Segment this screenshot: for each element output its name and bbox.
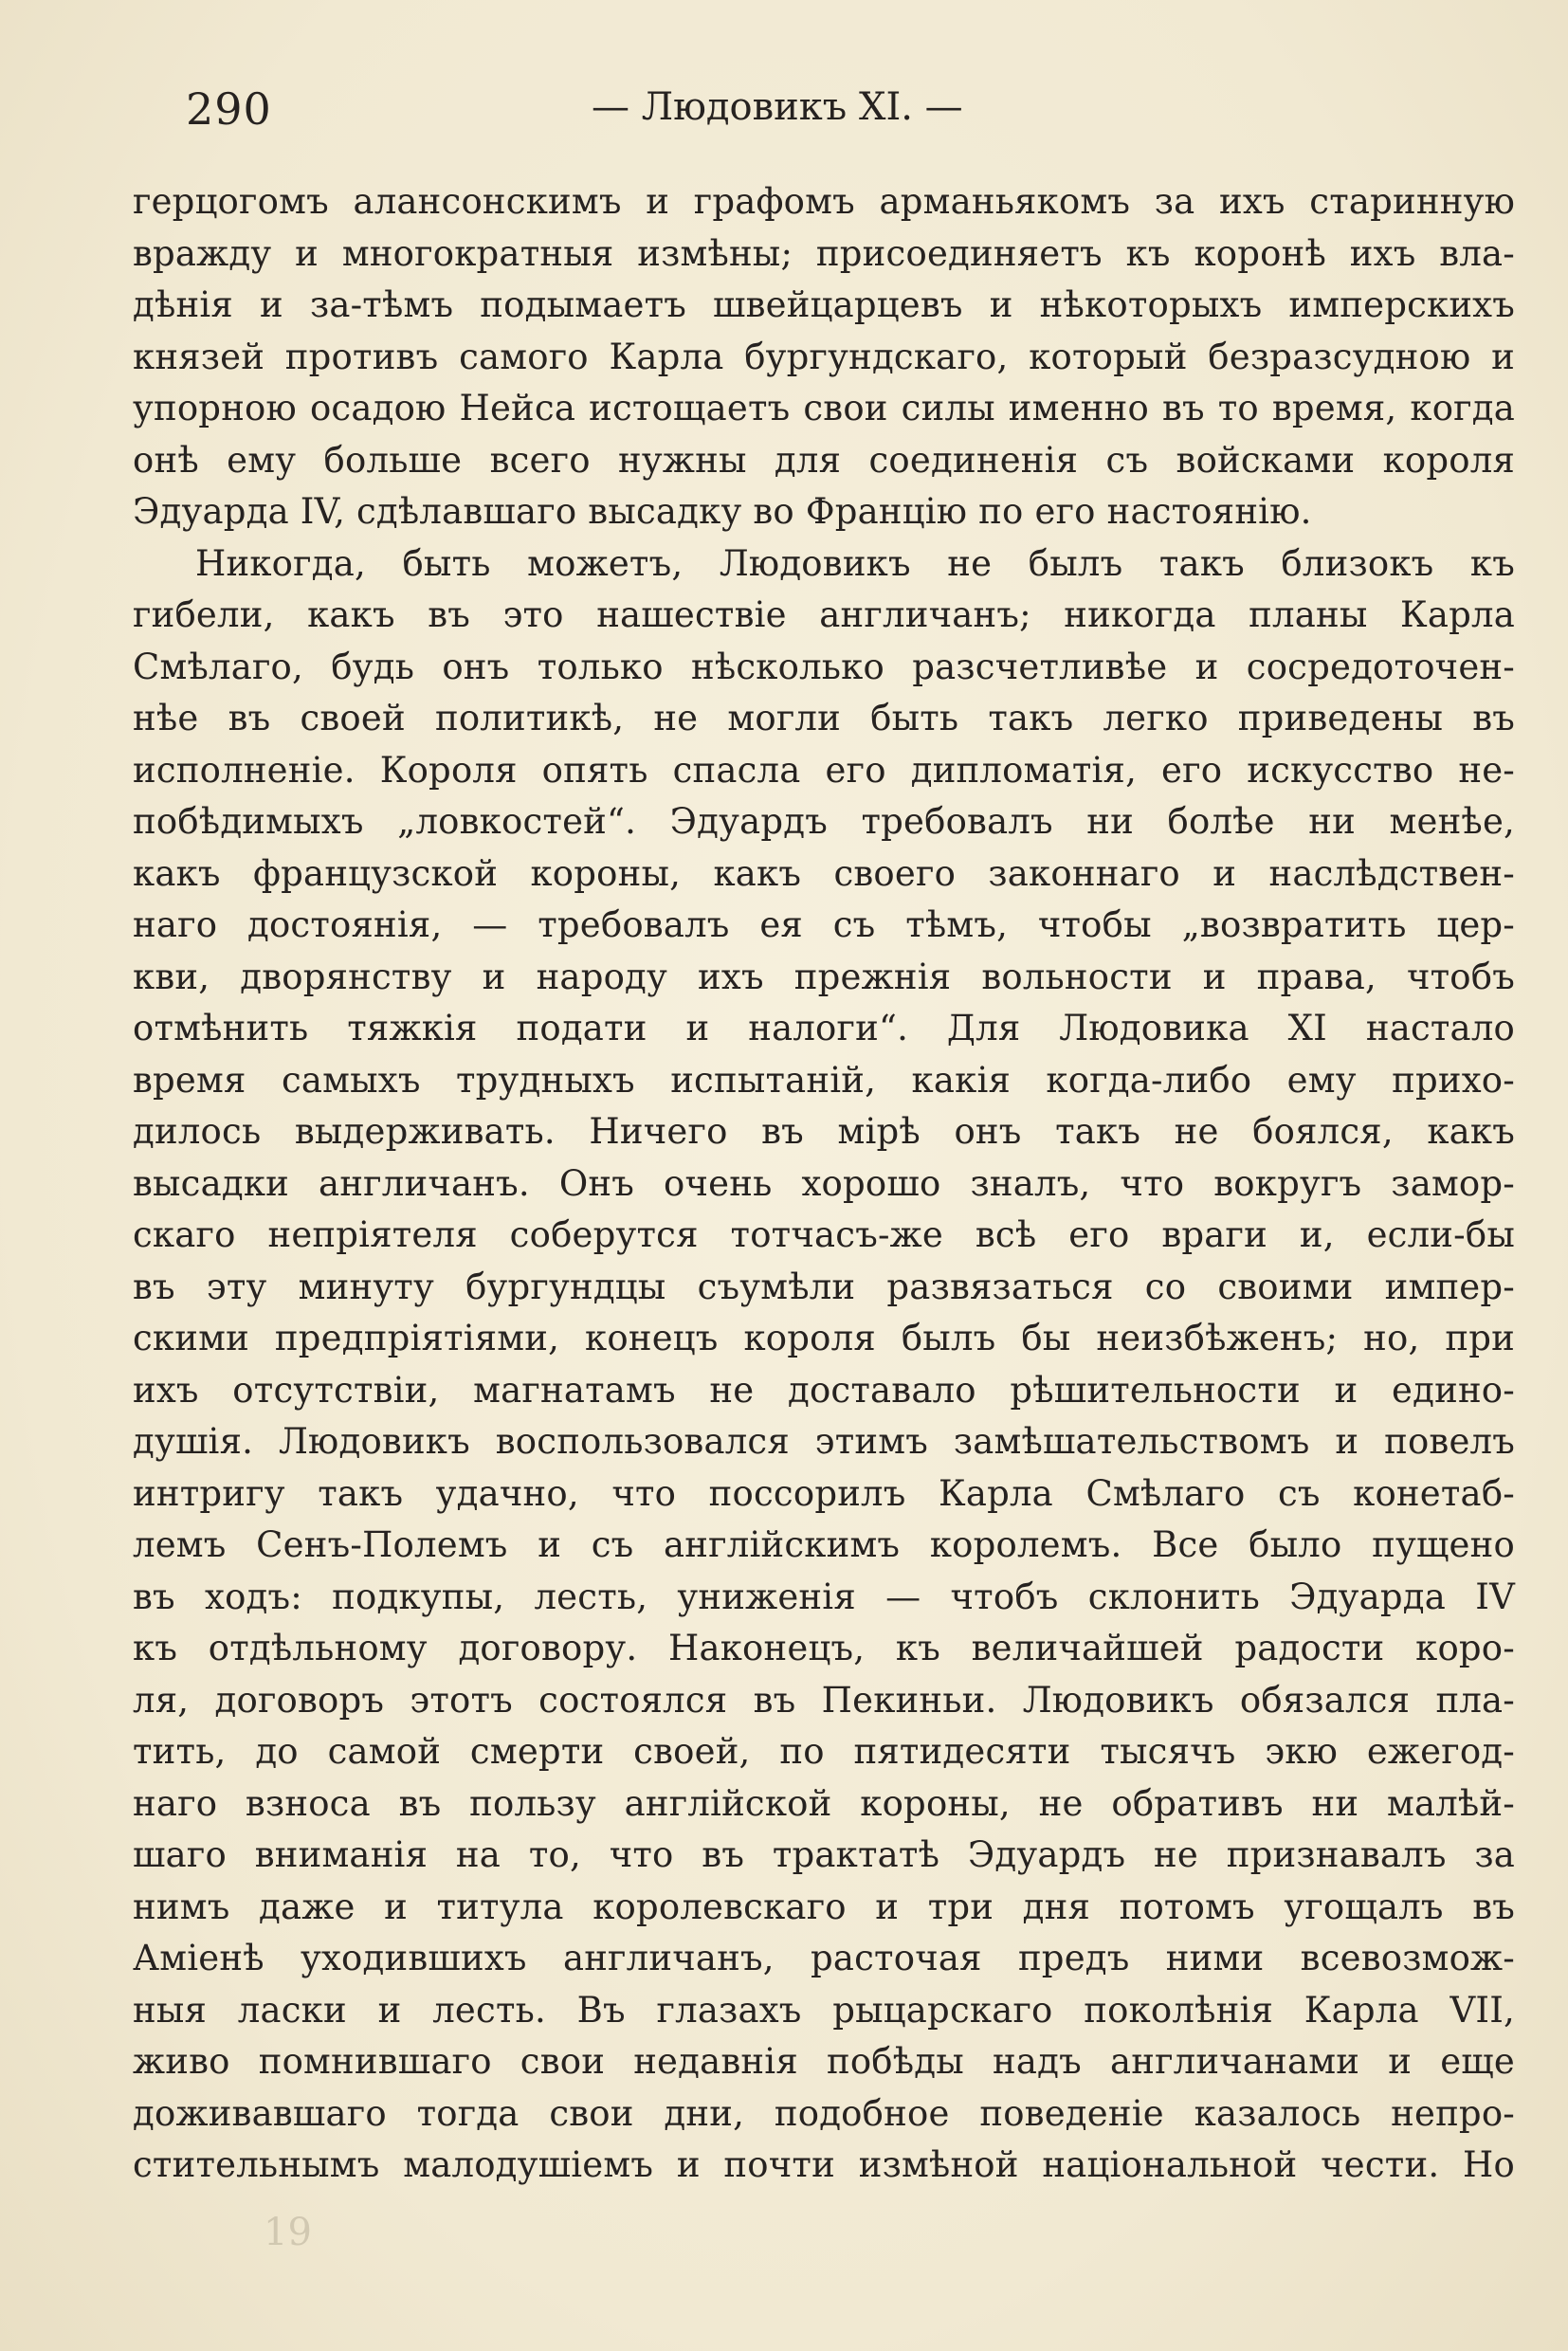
text-line: герцогомъ алансонскимъ и графомъ арманьякомъ за ихъ старинную: [133, 181, 1515, 222]
text-line: какъ французской короны, какъ своего законнаго и наслѣдствен-: [133, 852, 1515, 894]
text-line: ихъ отсутствіи, магнатамъ не доставало рѣшительности и едино-: [133, 1369, 1515, 1411]
text-line: Никогда, быть можетъ, Людовикъ не былъ такъ близокъ къ: [195, 542, 1515, 584]
text-line: къ отдѣльному договору. Наконецъ, къ величайшей радости коро-: [133, 1628, 1515, 1668]
text-line: дилось выдерживать. Ничего въ мірѣ онъ такъ не боялся, какъ: [133, 1111, 1515, 1152]
running-title: — Людовикъ XI. —: [592, 85, 963, 129]
text-line: Смѣлаго, будь онъ только нѣсколько разсчетливѣе и сосредоточен-: [133, 646, 1515, 687]
text-line: живо помнившаго свои недавнія побѣды надъ англичанами и еще: [133, 2041, 1515, 2082]
page-number: 290: [186, 83, 272, 135]
text-line: въ эту минуту бургундцы съумѣли развязаться со своими импер-: [133, 1266, 1515, 1307]
text-line: онѣ ему больше всего нужны для соединенія съ войсками короля: [133, 439, 1515, 481]
text-line: Аміенѣ уходившихъ англичанъ, расточая предъ ними всевозмож-: [133, 1938, 1515, 1978]
text-line: время самыхъ трудныхъ испытаній, какія когда-либо ему прихо-: [133, 1059, 1515, 1101]
text-line: побѣдимыхъ „ловкостей“. Эдуардъ требовалъ ни болѣе ни менѣе,: [133, 801, 1515, 842]
text-line: наго достоянія, — требовалъ ея съ тѣмъ, чтобы „возвратить цер-: [133, 904, 1515, 945]
text-line: дѣнія и за-тѣмъ подымаетъ швейцарцевъ и нѣкоторыхъ имперскихъ: [133, 284, 1515, 325]
text-line: нимъ даже и титула королевскаго и три дня потомъ угощалъ въ: [133, 1886, 1515, 1927]
text-line: отмѣнить тяжкія подати и налоги“. Для Людовика XI настало: [133, 1008, 1515, 1048]
text-line: нѣе въ своей политикѣ, не могли быть такъ легко приведены въ: [133, 698, 1515, 738]
text-line: упорною осадою Нейса истощаетъ свои силы именно въ то время, когда: [133, 388, 1515, 428]
text-line: ля, договоръ этотъ состоялся въ Пекиньи. Людовикъ обязался пла-: [133, 1679, 1515, 1721]
text-line: доживавшаго тогда свои дни, подобное поведеніе казалось непро-: [133, 2092, 1515, 2134]
text-line: шаго вниманія на то, что въ трактатѣ Эдуардъ не признавалъ за: [133, 1834, 1515, 1875]
text-line: лемъ Сенъ-Полемъ и съ англійскимъ королемъ. Все было пущено: [133, 1524, 1515, 1565]
body-text: [133, 176, 1515, 2192]
text-line: исполненіе. Короля опять спасла его дипломатія, его искусство не-: [133, 749, 1515, 791]
text-line: интригу такъ удачно, что поссорилъ Карла Смѣлаго съ конетаб-: [133, 1472, 1515, 1514]
text-line: кви, дворянству и народу ихъ прежнія вольности и права, чтобъ: [133, 956, 1515, 997]
text-line: вражду и многократныя измѣны; присоединяетъ къ коронѣ ихъ вла-: [133, 232, 1515, 274]
text-line: стительнымъ малодушіемъ и почти измѣной національной чести. Но: [133, 2144, 1515, 2185]
text-line: Эдуарда IV, сдѣлавшаго высадку во Францію по его настоянію.: [133, 491, 1312, 532]
text-line: князей противъ самого Карла бургундскаго, который безразсудною и: [133, 336, 1515, 377]
text-line: скаго непріятеля соберутся тотчасъ-же всѣ его враги и, если-бы: [133, 1214, 1515, 1255]
page-header: [186, 83, 1513, 140]
text-line: наго взноса въ пользу англійской короны, не обративъ ни малѣй-: [133, 1782, 1515, 1824]
text-line: ныя ласки и лесть. Въ глазахъ рыцарскаго поколѣнія Карла VII,: [133, 1989, 1515, 2031]
text-line: высадки англичанъ. Онъ очень хорошо зналъ, что вокругъ замор-: [133, 1162, 1515, 1204]
text-line: гибели, какъ въ это нашествіе англичанъ; никогда планы Карла: [133, 594, 1515, 635]
text-line: въ ходъ: подкупы, лесть, униженія — чтобъ склонить Эдуарда IV: [133, 1576, 1515, 1617]
text-line: скими предпріятіями, конецъ короля былъ бы неизбѣженъ; но, при: [133, 1318, 1515, 1358]
text-line: тить, до самой смерти своей, по пятидесяти тысячъ экю ежегод-: [133, 1731, 1515, 1772]
signature-mark: 19: [264, 2211, 312, 2254]
text-line: душія. Людовикъ воспользовался этимъ замѣшательствомъ и повелъ: [133, 1421, 1515, 1462]
